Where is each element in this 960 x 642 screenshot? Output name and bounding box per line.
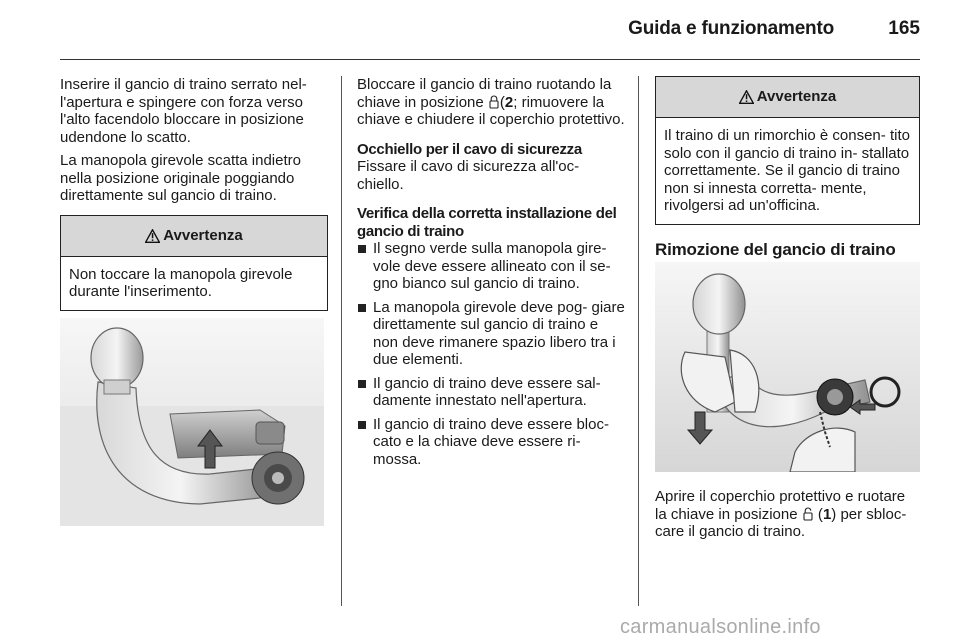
subheading-safety-cable: Occhiello per il cavo di sicurezza bbox=[357, 140, 582, 158]
column-2 bbox=[357, 76, 625, 474]
header-rule bbox=[60, 59, 920, 60]
warning-text-2: Il traino di un rimorchio è consen- tito solo con il gancio di traino in- stallato correttamente. Se il gancio di traino non si innesta corretta- mente, rivolgersi ad un'officina. bbox=[664, 127, 910, 214]
watermark: carmanualsonline.info bbox=[620, 616, 821, 638]
list-item: La manopola girevole deve pog- giare direttamente sul gancio di traino e non deve rimanere spazio libero tra i due elementi. bbox=[357, 299, 625, 369]
key-position-2: 2 bbox=[504, 93, 514, 111]
towbar-removal-image bbox=[655, 262, 920, 472]
unlock-key-icon bbox=[803, 507, 813, 521]
key-position-1: 1 bbox=[822, 505, 832, 523]
warning-title-1: Avvertenza bbox=[163, 226, 243, 244]
column-3 bbox=[655, 76, 920, 258]
towbar-insert-image bbox=[60, 318, 324, 526]
section-title-removal: Rimozione del gancio di traino bbox=[655, 239, 896, 259]
column-1 bbox=[60, 76, 328, 311]
list-item: Il gancio di traino deve essere sal- damente innestato nell'apertura. bbox=[357, 375, 625, 410]
illustration-towbar-removal bbox=[655, 262, 920, 472]
warning-text-1: Non toccare la manopola girevole durante l'inserimento. bbox=[69, 265, 293, 300]
warning-triangle-icon bbox=[145, 229, 160, 243]
warning-box-2 bbox=[655, 76, 920, 225]
subheading-check-installation: Verifica della corretta installazione del gancio di traino bbox=[357, 205, 617, 240]
page-number: 165 bbox=[888, 18, 920, 39]
list-item: Il segno verde sulla manopola gire- vole deve essere allineato con il se- gno bianco sul gancio di traino. bbox=[357, 240, 625, 293]
col3-paragraph: Aprire il coperchio protettivo e ruotare la chiave in posizione (1) per sbloc- care il gancio di traino. bbox=[655, 488, 907, 540]
warning-triangle-icon bbox=[739, 90, 754, 104]
col2-paragraph-1: Bloccare il gancio di traino ruotando la chiave in posizione (2; rimuovere la chiave e chiudere il coperchio protettivo. bbox=[357, 76, 625, 128]
col2-paragraph-2: Fissare il cavo di sicurezza all'oc- chiello. bbox=[357, 158, 580, 193]
col3-paragraph-end: per sbloc- care il gancio di traino. bbox=[655, 505, 907, 540]
lock-key-icon bbox=[489, 95, 499, 109]
warning-box-1 bbox=[60, 215, 328, 311]
col1-paragraph-2: La manopola girevole scatta indietro nella posizione originale poggiando direttamente sul gancio di traino. bbox=[60, 152, 301, 204]
column-3-bottom bbox=[655, 488, 920, 547]
col2-paragraph-1-end: ; rimuovere la chiave e chiudere il coperchio protettivo. bbox=[357, 93, 625, 128]
col2-paragraph-1-start: Bloccare il gancio di traino ruotando la chiave in posizione bbox=[357, 76, 612, 111]
warning-header-2 bbox=[656, 77, 919, 118]
column-divider-2 bbox=[638, 76, 639, 606]
illustration-towbar-insert bbox=[60, 318, 324, 526]
col1-paragraph-1: Inserire il gancio di traino serrato nel- l'apertura e spingere con forza verso l'alto facendolo bloccare in posizione udendone lo scatto. bbox=[60, 76, 307, 146]
page-title: Guida e funzionamento bbox=[628, 18, 834, 39]
list-item: Il gancio di traino deve essere bloc- cato e la chiave deve essere ri- mossa. bbox=[357, 416, 625, 469]
column-divider-1 bbox=[341, 76, 342, 606]
warning-title-2: Avvertenza bbox=[756, 88, 837, 106]
warning-header-1 bbox=[61, 216, 327, 257]
check-list bbox=[357, 240, 625, 468]
col3-paragraph-start: Aprire il coperchio protettivo e ruotare la chiave in posizione bbox=[655, 488, 906, 523]
